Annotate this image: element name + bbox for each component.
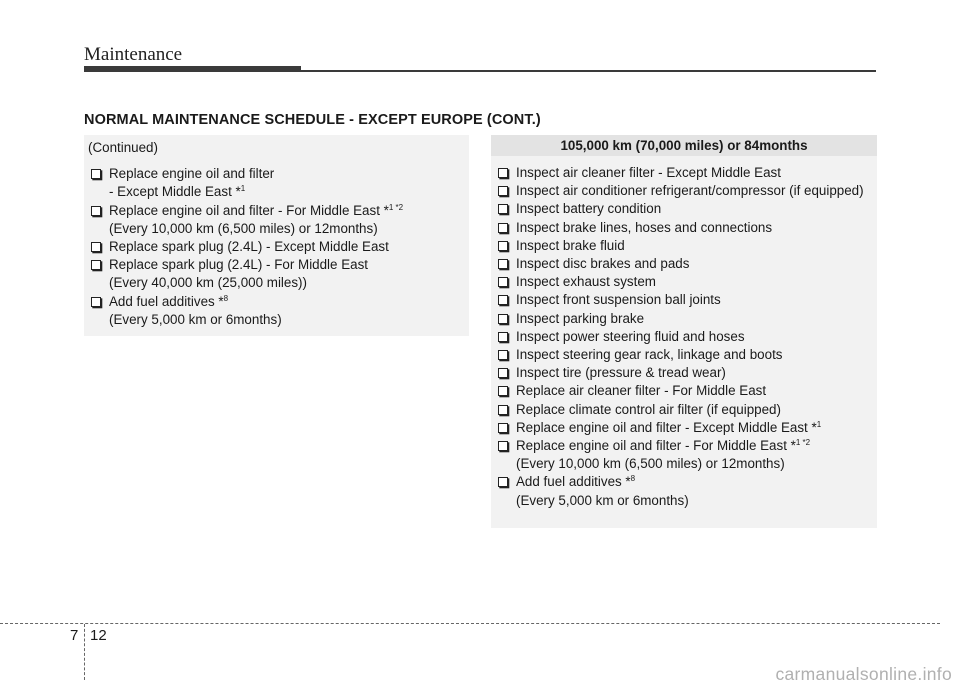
schedule-item-text: Replace spark plug (2.4L) - Except Middle East bbox=[109, 239, 389, 255]
left-schedule-panel bbox=[84, 135, 469, 336]
schedule-item bbox=[495, 346, 877, 364]
checkbox-icon bbox=[498, 477, 508, 487]
schedule-item-text: Replace engine oil and filter bbox=[109, 166, 275, 182]
schedule-item-text: Replace climate control air filter (if equipped) bbox=[516, 401, 781, 417]
schedule-item-text: Replace spark plug (2.4L) - For Middle East bbox=[109, 257, 368, 273]
schedule-item-text: Inspect brake lines, hoses and connections bbox=[516, 219, 773, 235]
footnote-marker: 1 *2 bbox=[795, 438, 811, 448]
checkbox-icon bbox=[498, 223, 508, 233]
schedule-item-detail bbox=[495, 455, 877, 473]
checkbox-icon bbox=[498, 423, 508, 433]
schedule-item bbox=[495, 237, 877, 255]
header-rule-thick bbox=[84, 66, 301, 72]
schedule-item bbox=[495, 382, 877, 400]
footnote-marker: 1 *2 bbox=[388, 202, 404, 212]
schedule-item bbox=[495, 437, 877, 455]
checkbox-icon bbox=[498, 295, 508, 305]
checkbox-icon bbox=[498, 204, 508, 214]
schedule-item-text: Replace engine oil and filter - For Middle East * bbox=[516, 438, 796, 454]
checkbox-icon bbox=[91, 169, 101, 179]
schedule-item-detail bbox=[495, 492, 877, 510]
checkbox-icon bbox=[498, 332, 508, 342]
schedule-item-text: Replace engine oil and filter - Except Middle East * bbox=[516, 419, 817, 435]
checkbox-icon bbox=[498, 259, 508, 269]
checkbox-icon bbox=[498, 186, 508, 196]
schedule-item bbox=[495, 401, 877, 419]
schedule-item-text: Replace engine oil and filter - For Middle East * bbox=[109, 202, 389, 218]
footnote-marker: 8 bbox=[630, 474, 636, 484]
footnote-marker: 1 bbox=[240, 184, 246, 194]
schedule-item bbox=[495, 364, 877, 382]
schedule-item-text: (Every 40,000 km (25,000 miles)) bbox=[109, 275, 307, 291]
schedule-item bbox=[88, 256, 469, 274]
checkbox-icon bbox=[498, 277, 508, 287]
checkbox-icon bbox=[498, 314, 508, 324]
header-title: Maintenance bbox=[84, 44, 183, 65]
schedule-item bbox=[88, 238, 469, 256]
schedule-item bbox=[495, 328, 877, 346]
schedule-item-text: Inspect front suspension ball joints bbox=[516, 292, 721, 308]
schedule-item-text: Inspect battery condition bbox=[516, 201, 662, 217]
schedule-item bbox=[88, 293, 469, 311]
watermark: carmanualsonline.info bbox=[775, 664, 952, 684]
footnote-marker: 1 bbox=[816, 419, 822, 429]
checkbox-icon bbox=[498, 350, 508, 360]
schedule-item-detail bbox=[88, 220, 469, 238]
schedule-item-text: (Every 10,000 km (6,500 miles) or 12months) bbox=[109, 220, 378, 236]
checkbox-icon bbox=[498, 168, 508, 178]
checkbox-icon bbox=[498, 405, 508, 415]
schedule-item bbox=[495, 473, 877, 491]
checkbox-icon bbox=[91, 242, 101, 252]
schedule-item bbox=[495, 182, 877, 200]
schedule-item-text: Inspect tire (pressure & tread wear) bbox=[516, 365, 726, 381]
schedule-item bbox=[495, 200, 877, 218]
schedule-item bbox=[495, 419, 877, 437]
schedule-item-text: Replace air cleaner filter - For Middle East bbox=[516, 383, 767, 399]
checkbox-icon bbox=[498, 441, 508, 451]
schedule-item bbox=[495, 291, 877, 309]
footnote-marker: 8 bbox=[223, 293, 229, 303]
schedule-item bbox=[88, 202, 469, 220]
schedule-item bbox=[495, 219, 877, 237]
schedule-item-text: Inspect steering gear rack, linkage and boots bbox=[516, 347, 783, 363]
checkbox-icon bbox=[91, 297, 101, 307]
continued-note: (Continued) bbox=[88, 140, 158, 155]
schedule-item-text: Add fuel additives * bbox=[109, 293, 224, 309]
schedule-item-text: Inspect brake fluid bbox=[516, 237, 625, 253]
schedule-item bbox=[495, 273, 877, 291]
footer-divider bbox=[84, 624, 85, 680]
page-number: 12 bbox=[90, 627, 107, 644]
schedule-item-detail bbox=[88, 311, 469, 329]
schedule-item bbox=[495, 310, 877, 328]
right-schedule-list bbox=[491, 164, 877, 510]
schedule-item-text: - Except Middle East * bbox=[109, 184, 241, 200]
left-schedule-list bbox=[84, 165, 469, 329]
schedule-item bbox=[495, 255, 877, 273]
section-title: NORMAL MAINTENANCE SCHEDULE - EXCEPT EUROPE (CONT.) bbox=[84, 112, 541, 128]
schedule-item-text: (Every 5,000 km or 6months) bbox=[109, 311, 282, 327]
schedule-item-text: Inspect air conditioner refrigerant/compressor (if equipped) bbox=[516, 183, 864, 199]
schedule-item-text: Inspect exhaust system bbox=[516, 274, 656, 290]
schedule-item bbox=[495, 164, 877, 182]
schedule-item-text: Inspect power steering fluid and hoses bbox=[516, 328, 745, 344]
chapter-number: 7 bbox=[70, 627, 79, 644]
schedule-item-text: (Every 5,000 km or 6months) bbox=[516, 492, 689, 508]
checkbox-icon bbox=[498, 368, 508, 378]
schedule-item-detail bbox=[88, 274, 469, 292]
schedule-item-text: Inspect disc brakes and pads bbox=[516, 256, 690, 272]
schedule-item-text: (Every 10,000 km (6,500 miles) or 12months) bbox=[516, 456, 785, 472]
schedule-item-text: Inspect parking brake bbox=[516, 310, 645, 326]
schedule-item-text: Add fuel additives * bbox=[516, 474, 631, 490]
checkbox-icon bbox=[91, 206, 101, 216]
right-schedule-panel bbox=[491, 135, 877, 528]
checkbox-icon bbox=[498, 386, 508, 396]
schedule-item-detail bbox=[88, 183, 469, 201]
header-rule-thin bbox=[301, 70, 876, 72]
checkbox-icon bbox=[498, 241, 508, 251]
schedule-item-text: Inspect air cleaner filter - Except Middle East bbox=[516, 165, 781, 180]
footer-rule bbox=[0, 623, 940, 624]
interval-heading: 105,000 km (70,000 miles) or 84months bbox=[491, 135, 877, 156]
checkbox-icon bbox=[91, 260, 101, 270]
schedule-item bbox=[88, 165, 469, 183]
